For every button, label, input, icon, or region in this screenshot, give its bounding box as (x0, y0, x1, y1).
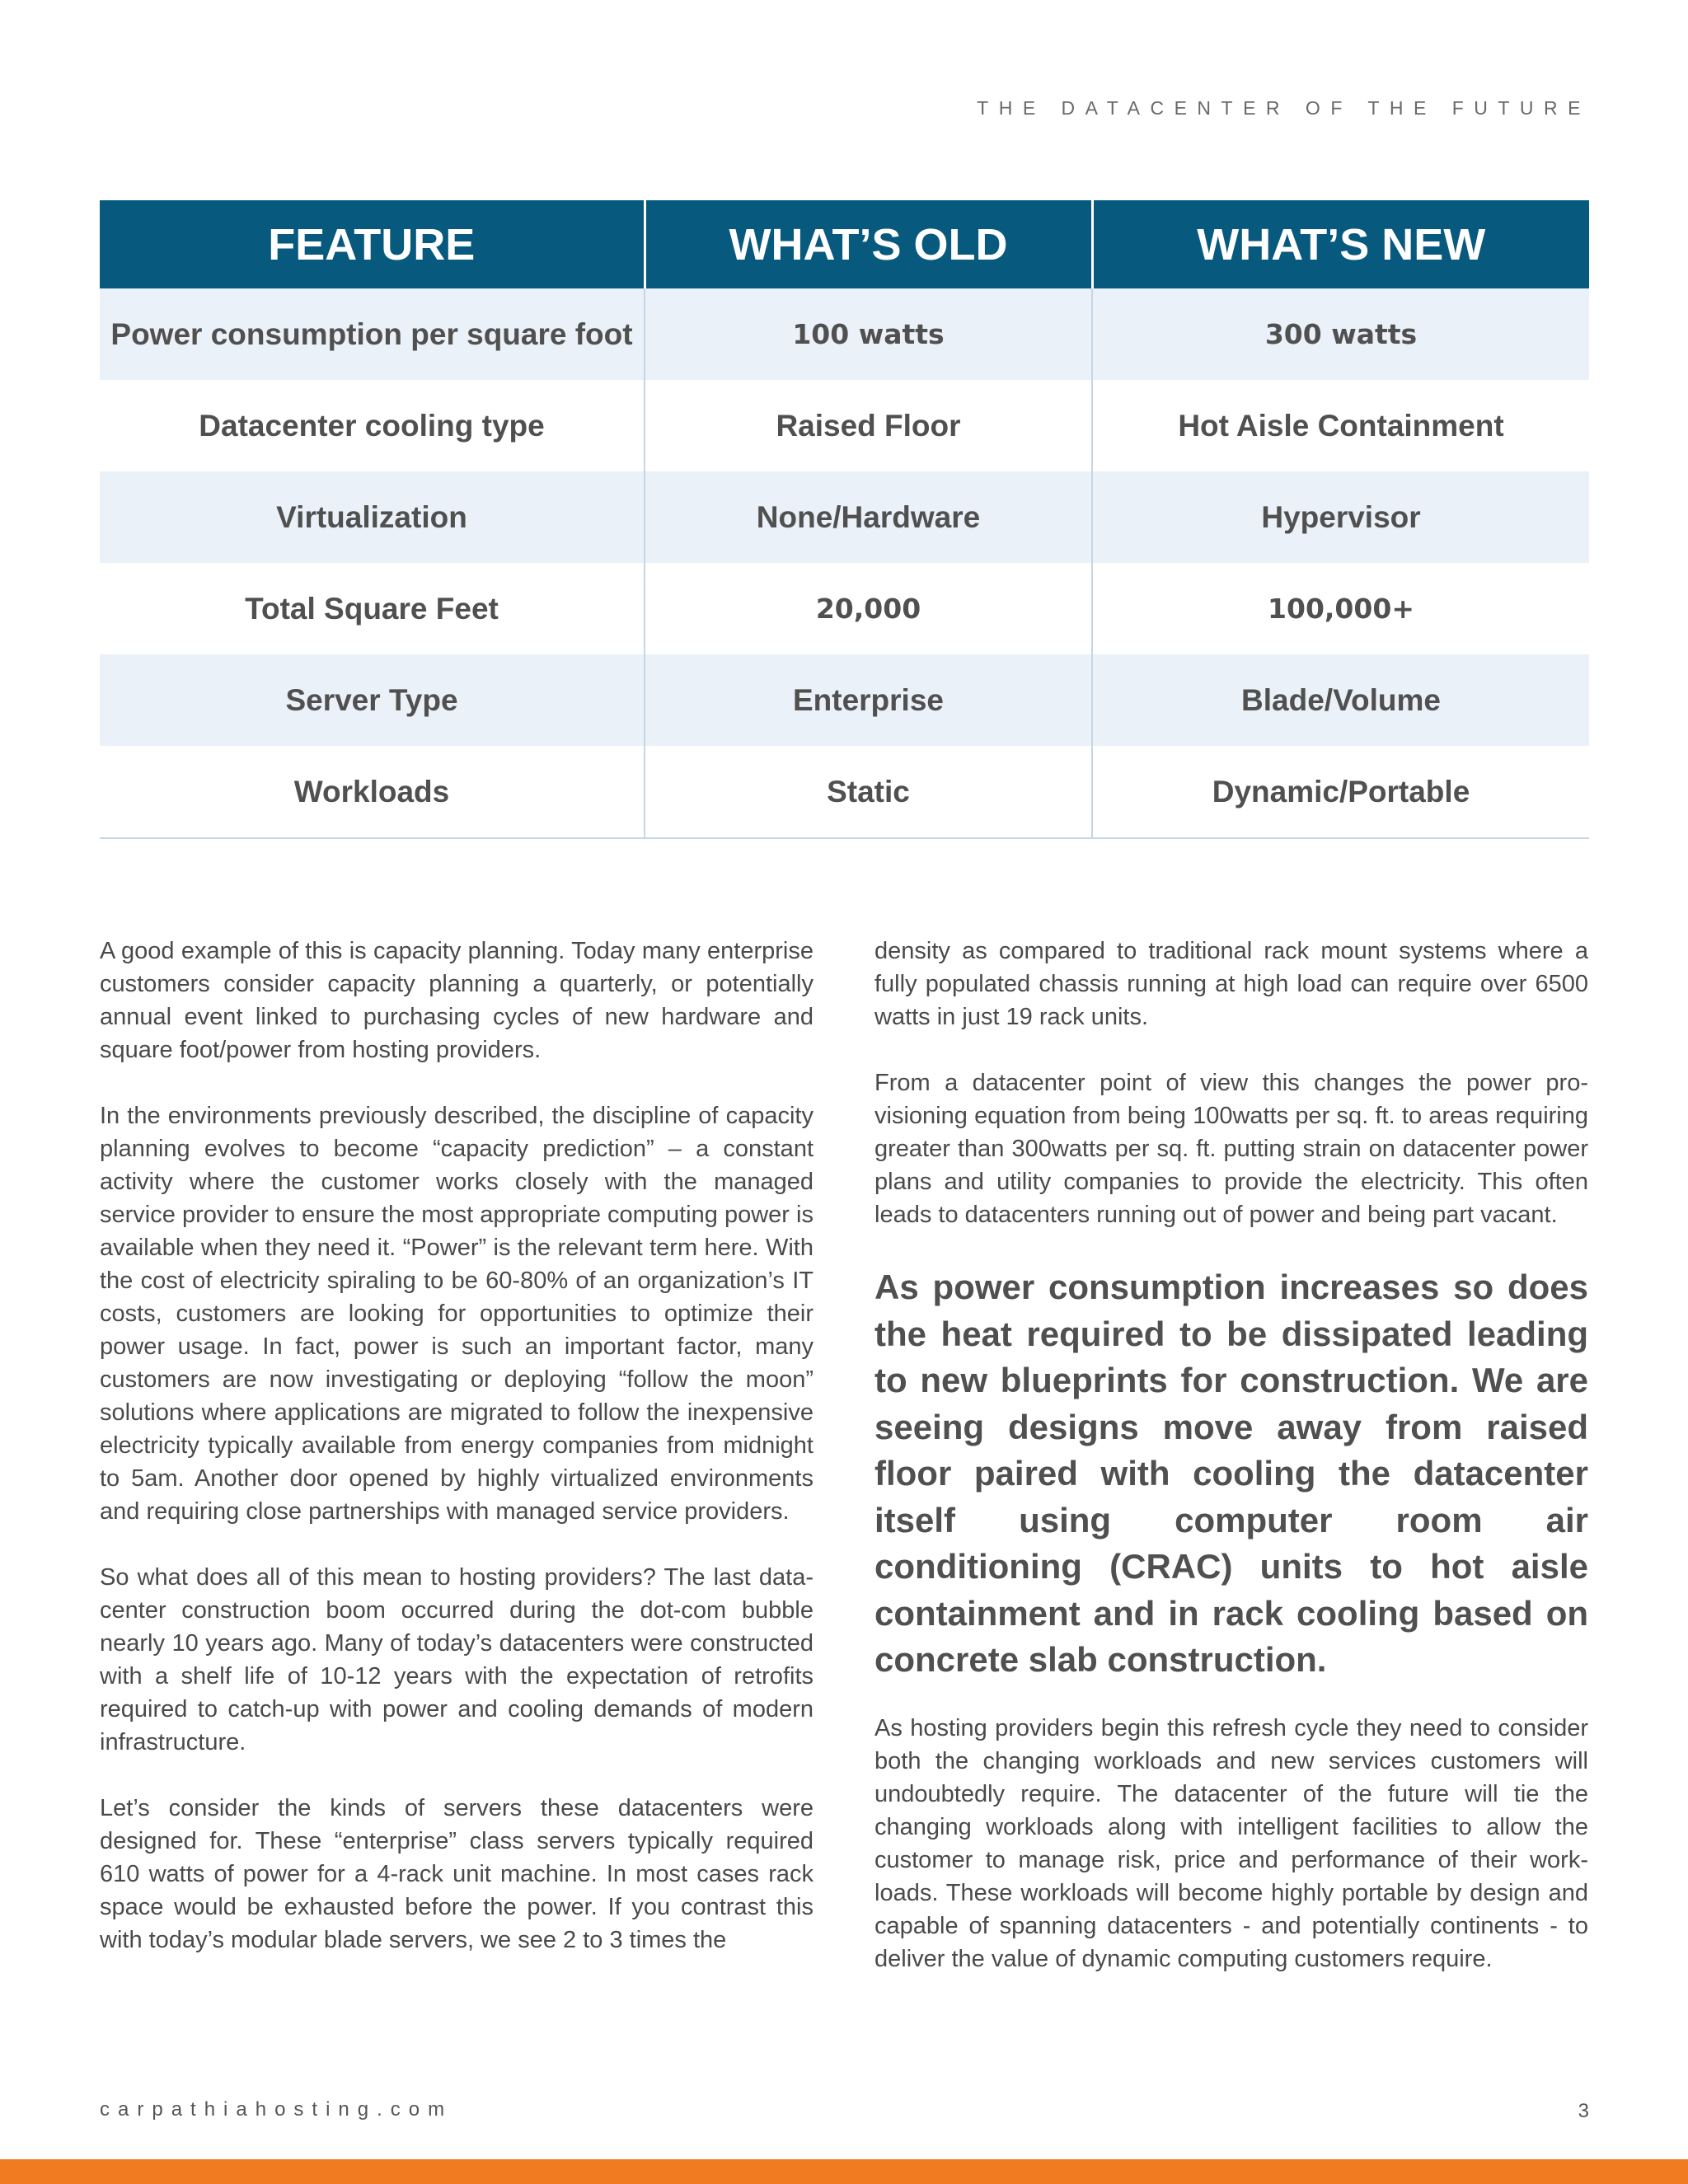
footer-website: carpathiahosting.com (100, 2098, 453, 2121)
table-cell-old: 100 watts (645, 288, 1092, 380)
left-column (100, 935, 814, 1990)
table-cell-new: 300 watts (1092, 288, 1589, 380)
table-cell-feature: Server Type (100, 654, 645, 746)
table-header-row (100, 200, 1589, 288)
pull-quote: As power consumption increases so does the heat required to be dissipated leading to new blueprints for construction. We are seeing designs move away from raised floor paired with cooling the datacenter itself using computer room air conditioning (CRAC) units to hot aisle containment and in rack cooling based on concrete slab construction. (874, 1268, 1588, 1679)
column-header-new: WHAT’S NEW (1092, 200, 1589, 288)
table-cell-feature: Virtualization (100, 471, 645, 563)
table-row (100, 563, 1589, 654)
table-row (100, 380, 1589, 471)
table-cell-new: Dynamic/Portable (1092, 746, 1589, 838)
table-cell-old: Enterprise (645, 654, 1092, 746)
table-cell-new: Hot Aisle Containment (1092, 380, 1589, 471)
column-header-old: WHAT’S OLD (645, 200, 1092, 288)
comparison-table (100, 200, 1589, 839)
table-row (100, 654, 1589, 746)
body-paragraph: density as compared to traditional rack mount systems where a fully populated chassis running at high load can require over 6500 watts in just 19 rack units. (874, 938, 1588, 1030)
table-cell-feature: Total Square Feet (100, 563, 645, 654)
table-row (100, 288, 1589, 380)
column-header-feature: FEATURE (100, 200, 645, 288)
table-row (100, 746, 1589, 838)
body-paragraph: As hosting providers begin this refresh cycle they need to consider both the changing workloads and new services customers will undoubtedly require. The datacenter of the future will tie the changing workloads along with intelligent facilities to allow the customer to manage risk, price and performance of their workloads. These workloads will become highly portable by design and capable of spanning datacenters - and potentially continents - to deliver the value of dynamic computing customers require. (874, 1714, 1588, 1972)
right-column (874, 935, 1588, 2008)
body-paragraph: From a datacenter point of view this changes the power provisioning equation from being 100watts per sq. ft. to areas requiring greater than 300watts per sq. ft. putting strain on datacenter power plans and utility companies to provide the electricity. This often leads to datacenters running out of power and being part vacant. (874, 1070, 1588, 1228)
table-cell-new: 100,000+ (1092, 563, 1589, 654)
table-cell-old: Raised Floor (645, 380, 1092, 471)
table-cell-new: Blade/Volume (1092, 654, 1589, 746)
table-cell-old: Static (645, 746, 1092, 838)
table-cell-old: 20,000 (645, 563, 1092, 654)
table-cell-feature: Power consumption per square foot (100, 288, 645, 380)
body-paragraph: In the environments previously described, the discipline of capacity planning evolves to become “capacity prediction” – a constant activity where the customer works closely with the managed service provider to ensure the most appropriate computing power is available when they need it. “Power” is the relevant term here. With the cost of electricity spiraling to be 60-80% of an organization’s IT costs, customers are looking for opportunities to optimize their power usage. In fact, power is such an important factor, many customers are now investigating or deploying “follow the moon” solutions where applications are migrated to follow the inexpensive electricity typically available from energy companies from midnight to 5am. Another door opened by highly virtualized environments and requiring close partnerships with managed service providers. (100, 1103, 814, 1525)
table-row (100, 471, 1589, 563)
table-cell-feature: Workloads (100, 746, 645, 838)
page-number: 3 (1578, 2100, 1589, 2122)
body-paragraph: Let’s consider the kinds of servers these datacenters were designed for. These “enterprise” class servers typically required 610 watts of power for a 4-rack unit machine. In most cases rack space would be exhausted before the power. If you contrast this with today’s modular blade servers, we see 2 to 3 times the (100, 1795, 814, 1953)
body-paragraph: A good example of this is capacity planning. Today many enterprise customers consider capacity planning a quarterly, or potentially annual event linked to purchasing cycles of new hardware and square foot/power from hosting providers. (100, 938, 814, 1063)
accent-bar (0, 2159, 1688, 2184)
table-cell-old: None/Hardware (645, 471, 1092, 563)
table-cell-new: Hypervisor (1092, 471, 1589, 563)
running-header: THE DATACENTER OF THE FUTURE (977, 97, 1591, 119)
table-cell-feature: Datacenter cooling type (100, 380, 645, 471)
body-paragraph: So what does all of this mean to hosting providers? The last datacenter construction boom occurred during the dot-com bubble nearly 10 years ago. Many of today’s datacenters were constructed with a shelf life of 10-12 years with the expectation of retrofits required to catch-up with power and cooling demands of modern infrastructure. (100, 1564, 814, 1755)
